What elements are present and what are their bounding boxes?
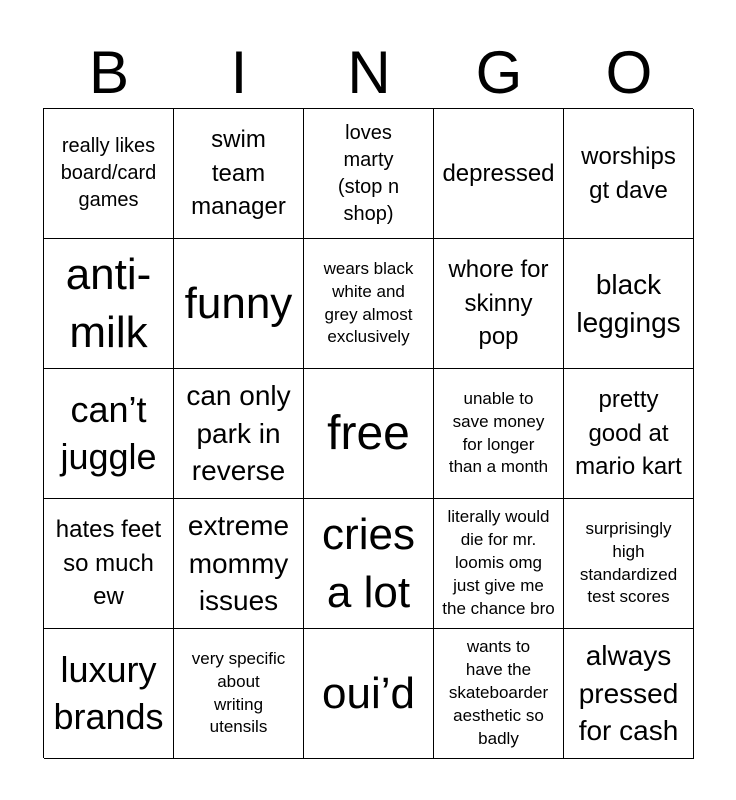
cell-text: luxury brands — [53, 648, 164, 737]
bingo-cell-r3-c3[interactable] — [304, 369, 434, 499]
cell-text: worships gt dave — [581, 142, 676, 204]
cell-text: very specific about writing utensils — [191, 648, 286, 737]
header-letter-o: O — [605, 39, 653, 106]
bingo-cell-r2-c4[interactable] — [434, 239, 564, 369]
cell-text: swim team manager — [191, 126, 286, 221]
cell-text: wears black white and grey almost exclusively — [323, 258, 414, 347]
bingo-cell-r3-c5[interactable] — [564, 369, 694, 499]
bingo-cell-r1-c5[interactable] — [564, 109, 694, 239]
bingo-cell-r5-c2[interactable] — [174, 629, 304, 759]
header-letter-g: G — [475, 39, 523, 106]
bingo-cell-r4-c1[interactable] — [44, 499, 174, 629]
cell-text: hates feet so much ew — [55, 516, 162, 611]
cell-text: can’t juggle — [60, 388, 157, 477]
bingo-cell-r1-c2[interactable] — [174, 109, 304, 239]
cell-text: free — [327, 406, 410, 460]
bingo-cell-r4-c5[interactable] — [564, 499, 694, 629]
cell-text: pretty good at mario kart — [575, 386, 682, 481]
cell-text: whore for skinny pop — [448, 256, 549, 351]
bingo-cell-r5-c5[interactable] — [564, 629, 694, 759]
cell-text: cries a lot — [322, 510, 415, 617]
bingo-cell-r2-c1[interactable] — [44, 239, 174, 369]
header-letter-i: I — [230, 39, 248, 106]
bingo-cell-r2-c3[interactable] — [304, 239, 434, 369]
bingo-cell-r4-c2[interactable] — [174, 499, 304, 629]
cell-text: extreme mommy issues — [187, 509, 290, 617]
bingo-cell-r4-c3[interactable] — [304, 499, 434, 629]
bingo-cell-r2-c5[interactable] — [564, 239, 694, 369]
bingo-cell-r3-c4[interactable] — [434, 369, 564, 499]
cell-text: always pressed for cash — [578, 639, 679, 747]
cell-text: wants to have the skateboarder aesthetic so badly — [448, 637, 549, 748]
bingo-cell-r1-c1[interactable] — [44, 109, 174, 239]
cell-text: surprisingly high standardized test scores — [579, 518, 678, 607]
cell-text: funny — [184, 278, 293, 328]
cell-text: black leggings — [576, 268, 681, 338]
cell-text: loves marty (stop n shop) — [337, 121, 400, 225]
bingo-grid — [43, 108, 693, 758]
bingo-cell-r2-c2[interactable] — [174, 239, 304, 369]
cell-text: really likes board/card games — [60, 135, 157, 211]
cell-text: anti- milk — [65, 250, 152, 357]
bingo-cell-r1-c4[interactable] — [434, 109, 564, 239]
bingo-cell-r5-c3[interactable] — [304, 629, 434, 759]
header-letter-n: N — [347, 39, 391, 106]
bingo-cell-r3-c1[interactable] — [44, 369, 174, 499]
cell-text: literally would die for mr. loomis omg just give me the chance bro — [442, 507, 555, 618]
bingo-cell-r5-c1[interactable] — [44, 629, 174, 759]
cell-text: unable to save money for longer than a month — [448, 388, 549, 477]
bingo-header — [44, 40, 694, 106]
bingo-cell-r5-c4[interactable] — [434, 629, 564, 759]
bingo-cell-r3-c2[interactable] — [174, 369, 304, 499]
bingo-cell-r4-c4[interactable] — [434, 499, 564, 629]
cell-text: depressed — [442, 159, 555, 187]
bingo-cell-r1-c3[interactable] — [304, 109, 434, 239]
cell-text: oui’d — [322, 668, 415, 718]
cell-text: can only park in reverse — [186, 379, 291, 487]
header-letter-b: B — [88, 39, 130, 106]
